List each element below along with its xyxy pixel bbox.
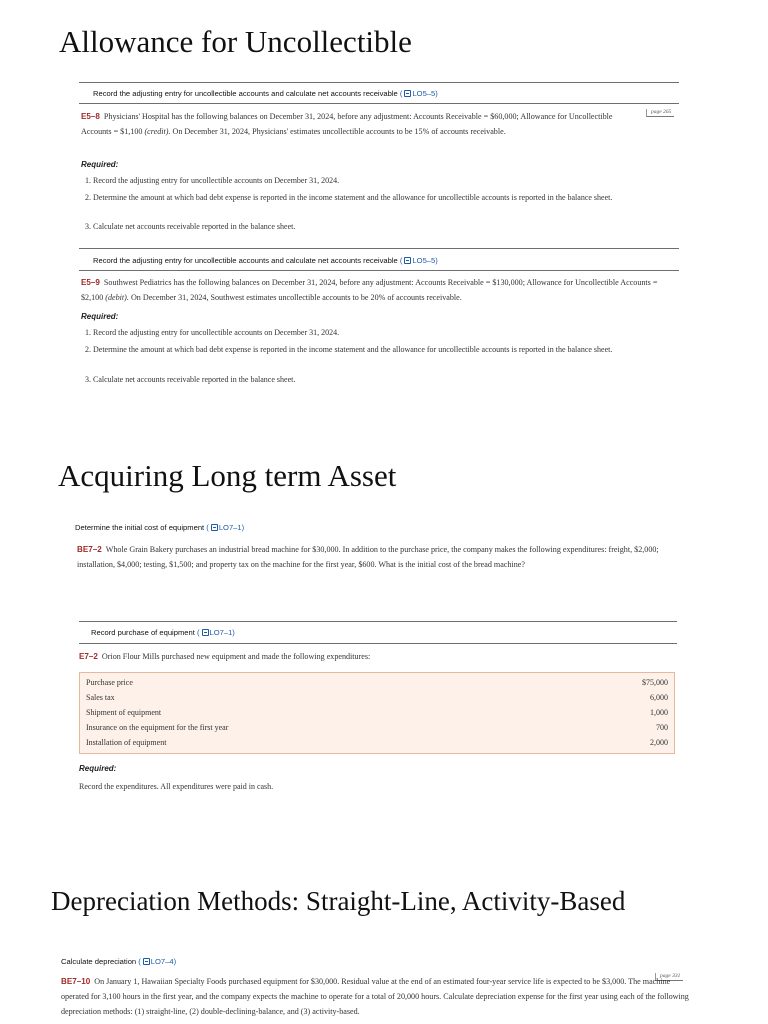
expenditures-table xyxy=(79,672,675,754)
row-label: Installation of equipment xyxy=(86,738,167,747)
required-label: Required: xyxy=(79,764,117,773)
learning-objective-link[interactable]: ( LO7–1) xyxy=(206,523,245,532)
divider xyxy=(79,82,679,83)
learning-objective-link[interactable]: ( LO5–5) xyxy=(399,256,438,265)
exercise-header-e5-8 xyxy=(93,90,438,98)
exercise-header-text: Calculate depreciation xyxy=(61,957,137,966)
exercise-header-be7-2 xyxy=(75,524,244,532)
row-amount: 1,000 xyxy=(650,708,668,717)
divider xyxy=(79,248,679,249)
list-item: 3. Calculate net accounts receivable reported in the balance sheet. xyxy=(85,222,296,231)
exercise-header-text: Record the adjusting entry for uncollectible accounts and calculate net accounts receivable xyxy=(93,89,398,98)
link-icon xyxy=(202,629,209,636)
exercise-e5-9-text: E5–9 Southwest Pediatrics has the following balances on December 31, 2024, before any adjustment: Accounts Receivable = $130,000; Allowance for Uncollectible Accounts = $2,100 (debit). On December 31, 2024, Southwest estimates uncollectible accounts to be 20% of accounts receivable. xyxy=(81,278,658,302)
row-amount: 6,000 xyxy=(650,693,668,702)
link-icon xyxy=(404,257,411,264)
list-item: 3. Calculate net accounts receivable reported in the balance sheet. xyxy=(85,375,296,384)
learning-objective-link[interactable]: ( LO5–5) xyxy=(399,89,438,98)
exercise-header-text: Determine the initial cost of equipment xyxy=(75,523,205,532)
row-label: Shipment of equipment xyxy=(86,708,162,717)
exercise-number: E7–2 xyxy=(79,652,98,661)
section-title-depreciation: Depreciation Methods: Straight-Line, Activity-Based xyxy=(51,886,626,916)
exercise-header-e5-9 xyxy=(93,257,438,265)
exercise-be7-10-text: BE7–10 On January 1, Hawaiian Specialty Foods purchased equipment for $30,000. Residual value at the end of an estimated four-year service life is expected to be $3,000. The machine operated for 3,100 hours in the first year, and the company expects the machine to operate for a total of 20,000 hours. Calculate depreciation expense for the first year using each of the following depreciation methods: (1) straight-line, (2) double-declining-balance, and (3) activity-based. xyxy=(61,977,689,1016)
row-amount: 2,000 xyxy=(650,738,668,747)
section-title-long-term-asset: Acquiring Long term Asset xyxy=(58,458,397,493)
divider xyxy=(79,103,679,104)
page-reference: page 331 xyxy=(655,973,683,981)
divider xyxy=(79,643,677,644)
row-label: Insurance on the equipment for the first year xyxy=(86,723,229,732)
row-label: Sales tax xyxy=(86,693,115,702)
exercise-number: E5–8 xyxy=(81,112,100,121)
link-icon xyxy=(143,958,150,965)
table-row xyxy=(86,723,668,738)
table-row xyxy=(86,678,668,693)
exercise-number: BE7–2 xyxy=(77,545,102,554)
table-row xyxy=(86,693,668,708)
exercise-e7-2-text: E7–2 Orion Flour Mills purchased new equipment and made the following expenditures: xyxy=(79,652,371,661)
required-label: Required: xyxy=(81,312,119,321)
exercise-header-text: Record the adjusting entry for uncollectible accounts and calculate net accounts receivable xyxy=(93,256,398,265)
learning-objective-link[interactable]: ( LO7–4) xyxy=(138,957,177,966)
exercise-header-e7-2 xyxy=(91,629,235,637)
exercise-header-text: Record purchase of equipment xyxy=(91,628,195,637)
divider xyxy=(79,270,679,271)
section-title-allowance: Allowance for Uncollectible xyxy=(59,24,412,59)
table-row xyxy=(86,738,668,753)
list-item: 1. Record the adjusting entry for uncollectible accounts on December 31, 2024. xyxy=(85,176,340,185)
row-amount: 700 xyxy=(656,723,668,732)
list-item: 1. Record the adjusting entry for uncollectible accounts on December 31, 2024. xyxy=(85,328,340,337)
exercise-e5-8-text: E5–8 Physicians' Hospital has the following balances on December 31, 2024, before any adjustment: Accounts Receivable = $60,000; Allowance for Uncollectible Accounts = $1,100 (credit). On December 31, 2024, Physicians' estimates uncollectible accounts to be 15% of accounts receivable. xyxy=(81,112,613,136)
exercise-number: E5–9 xyxy=(81,278,100,287)
exercise-number: BE7–10 xyxy=(61,977,91,986)
table-row xyxy=(86,708,668,723)
exercise-be7-2-text: BE7–2 Whole Grain Bakery purchases an industrial bread machine for $30,000. In addition to the purchase price, the company makes the following expenditures: freight, $2,000; installation, $4,000; testing, $1,500; and property tax on the machine for the first year, $600. What is the initial cost of the bread machine? xyxy=(77,545,659,569)
requirement-text: Record the expenditures. All expenditures were paid in cash. xyxy=(79,782,274,791)
row-label: Purchase price xyxy=(86,678,133,687)
row-amount: $75,000 xyxy=(642,678,668,687)
required-label: Required: xyxy=(81,160,119,169)
page-reference: page 265 xyxy=(646,109,674,117)
divider xyxy=(79,621,677,622)
list-item: 2. Determine the amount at which bad debt expense is reported in the income statement and the allowance for uncollectible accounts is reported in the balance sheet. xyxy=(85,193,613,202)
exercise-header-be7-10 xyxy=(61,958,176,966)
link-icon xyxy=(211,524,218,531)
link-icon xyxy=(404,90,411,97)
learning-objective-link[interactable]: ( LO7–1) xyxy=(196,628,235,637)
list-item: 2. Determine the amount at which bad debt expense is reported in the income statement and the allowance for uncollectible accounts is reported in the balance sheet. xyxy=(85,345,613,354)
